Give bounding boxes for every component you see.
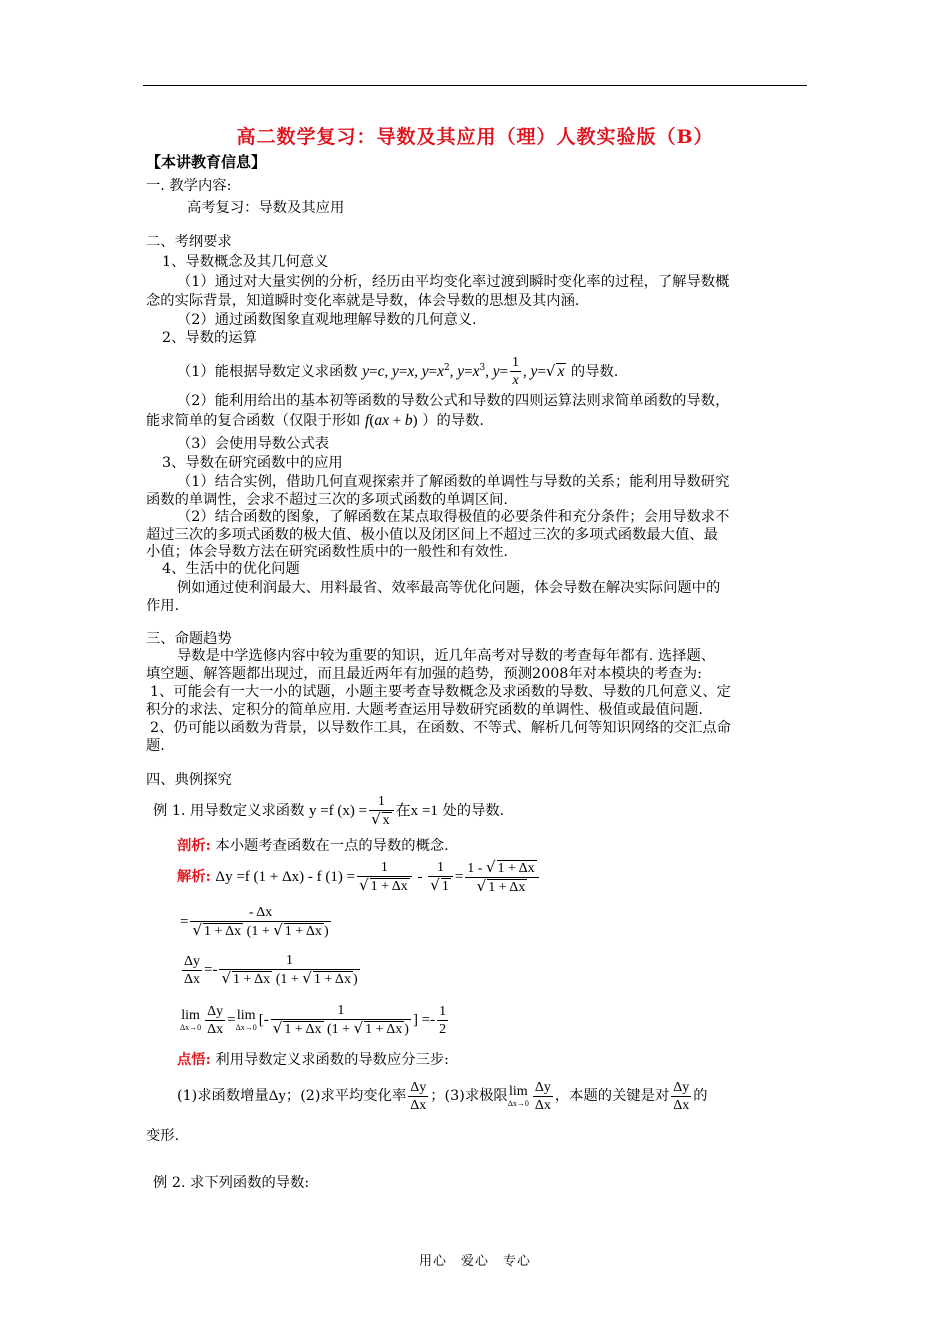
item1-p1a: （1）通过对大量实例的分析，经历由平均变化率过渡到瞬时变化率的过程，了解导数概 (177, 274, 730, 290)
item2-p2b-pre: 能求简单的复合函数（仅限于形如 (146, 413, 361, 429)
insight-line (177, 1050, 449, 1070)
item3-p2b: 超过三次的多项式函数的极大值、极小值以及闭区间上不超过三次的多项式函数最大值、最 (146, 527, 718, 543)
section3-l3: 1、可能会有一大一小的试题，小题主要考查导数概念及求函数的导数、导数的几何意义、定 (150, 684, 731, 700)
item2-p3: （3）会使用导数公式表 (177, 436, 330, 452)
analysis-text: 本小题考查函数在一点的导数的概念. (215, 838, 449, 854)
item4-p1a: 例如通过使利润最大、用料最省、效率最高等优化问题，体会导数在解决实际问题中的 (177, 580, 721, 596)
solution-line: 解析: Δy =f (1 + Δx) - f (1) = $\frac{1}{√ 1 + \Delta x}$ - $\frac{1}{√ 1}$ = $\frac{1 - √ 1 + \Delta x}{√ 1 + \Delta x}$ (177, 856, 541, 898)
formula-basic-functions: y (362, 362, 370, 380)
solution-step3: $\frac{\Delta y}{\Delta x}$ =- $\frac{1}{√ 1 + \Delta x (1 + √ 1 + \Delta x )}$ (184, 953, 358, 987)
item4-title: 4、生活中的优化问题 (162, 561, 300, 577)
solution-step2: = $\frac{- \Delta x}{√ 1 + \Delta x (1 + √ 1 + \Delta x )}$ (180, 905, 329, 939)
section1-content: 高考复习：导数及其应用 (187, 200, 345, 216)
step3-text: ；(3)求极限 (430, 1088, 508, 1104)
item2-p1-pre: （1）能根据导数定义求函数 (177, 363, 358, 380)
header-rule (143, 85, 807, 86)
analysis-line (177, 836, 449, 856)
example1-pre: 例 1. 用导数定义求函数 (153, 803, 305, 819)
item2-p2b: 能求简单的复合函数（仅限于形如 f(ax + b) ）的导数. (146, 412, 484, 429)
section3-heading: 三、命题趋势 (146, 631, 232, 647)
section3-l6: 题. (146, 738, 165, 754)
example1-function: y =f (x) = (308, 803, 368, 819)
section2-heading: 二、考纲要求 (146, 234, 232, 250)
solution-step4: lim Δx→0 $\frac{\Delta y}{\Delta x}$ = lim Δx→0 [- $\frac{1}{√ 1 + \Delta x (1 + √ 1 + \Delta x )}$ ] =- $\frac{1}{2}$ (180, 1003, 447, 1037)
info-heading: 【本讲教育信息】 (146, 153, 267, 171)
section3-l5: 2、仍可能以函数为背景，以导数作工具，在函数、不等式、解析几何等知识网络的交汇点命 (150, 720, 731, 736)
insight-label: 点悟: (177, 1052, 211, 1068)
solution-label: 解析: (177, 869, 211, 885)
page-title: 高二数学复习：导数及其应用（理）人教实验版（B） (236, 126, 714, 148)
item2-p2b-post: ）的导数. (422, 413, 484, 429)
item2-title: 2、导数的运算 (162, 330, 257, 346)
item3-p2a: （2）结合函数的图象，了解函数在某点取得极值的必要条件和充分条件；会用导数求不 (177, 509, 730, 525)
item2-p2a: （2）能利用给出的基本初等函数的导数公式和导数的四则运算法则求简单函数的导数， (177, 393, 730, 409)
item2-p1: （1）能根据导数定义求函数 y=c, y=x, $y=x^2$, $y=x^3$, y= $\frac{1}{x}$ , y=√ x 的导数. (177, 355, 619, 389)
insight-text: 利用导数定义求函数的导数应分三步: (215, 1052, 449, 1068)
item3-p1b: 函数的单调性，会求不超过三次的多项式函数的单调区间. (146, 492, 508, 508)
section1-heading: 一. 教学内容: (146, 178, 232, 194)
section3-l4: 积分的求法、定积分的简单应用. 大题考查运用导数研究函数的单调性、极值或最值问题. (146, 702, 703, 718)
item3-p2c: 小值；体会导数方法在研究函数性质中的一般性和有效性. (146, 544, 508, 560)
analysis-label: 剖析: (177, 838, 211, 854)
item3-title: 3、导数在研究函数中的应用 (162, 455, 343, 471)
insight-steps: (1)求函数增量Δy；(2)求平均变化率 $\frac{\Delta y}{\Delta x}$ ；(3)求极限 lim Δx→0 $\frac{\Delta y}{\Delta x}$ ，本题的关键是对 $\frac{\Delta y}{\Delta x}$ 的 (177, 1079, 708, 1113)
example1-post: 处的导数. (442, 803, 505, 819)
step5-text: 的 (693, 1088, 708, 1104)
insight-steps-end: 变形. (146, 1128, 180, 1144)
section3-l2: 填空题、解答题都出现过，而且最近两年有加强的趋势，预测2008年对本模块的考查为: (146, 666, 702, 682)
item3-p1a: （1）结合实例，借助几何直观探索并了解函数的单调性与导数的关系；能利用导数研究 (177, 474, 730, 490)
solution-step1: Δy =f (1 + Δx) - f (1) = (215, 869, 356, 885)
step2-text: ；(2)求平均变化率 (285, 1088, 407, 1104)
item4-p1b: 作用. (146, 598, 180, 614)
item1-p1b: 念的实际背景，知道瞬时变化率就是导数，体会导数的思想及其内涵. (146, 293, 580, 309)
step4-text: ，本题的关键是对 (554, 1088, 670, 1104)
item2-p1-post: 的导数. (570, 363, 619, 380)
item1-title: 1、导数概念及其几何意义 (162, 254, 329, 270)
page-footer: 用心 爱心 专心 (418, 1254, 531, 1269)
section3-l1: 导数是中学选修内容中较为重要的知识，近几年高考对导数的考查每年都有. 选择题、 (177, 648, 716, 664)
step1-text: (1)求函数增量 (177, 1088, 269, 1104)
example1-statement: 例 1. 用导数定义求函数 y =f (x) = $\frac{1}{√ x}$ 在x =1 处的导数. (153, 794, 505, 828)
formula-composite: f (365, 412, 370, 429)
item1-p2: （2）通过函数图象直观地理解导数的几何意义. (177, 312, 477, 328)
section4-heading: 四、典例探究 (146, 772, 232, 788)
example2-statement: 例 2. 求下列函数的导数: (153, 1175, 310, 1191)
